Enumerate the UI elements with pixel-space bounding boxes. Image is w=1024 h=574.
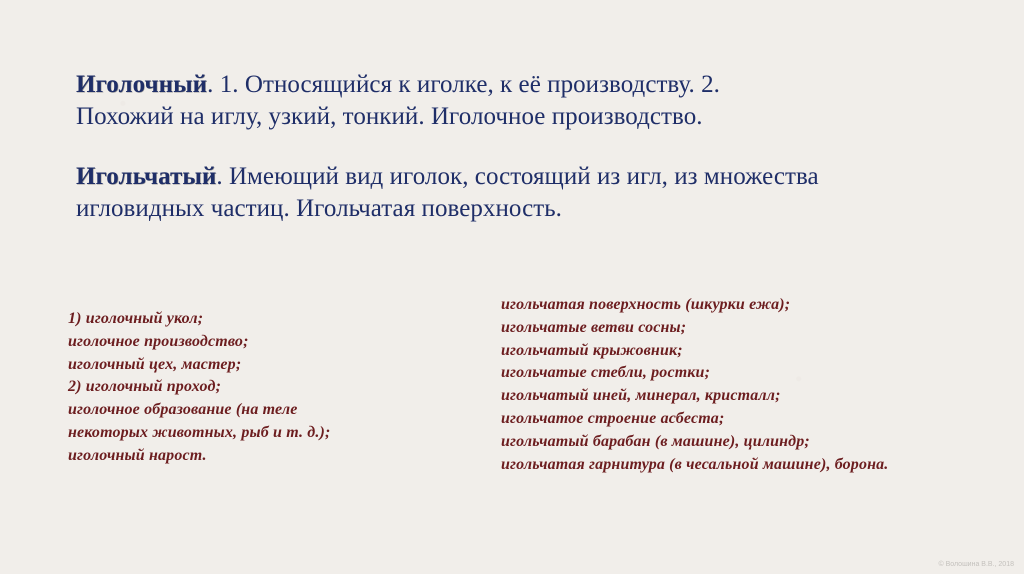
- definition-term: Иголочный: [76, 71, 208, 98]
- example-item: 1) иголочный укол;: [68, 310, 204, 327]
- definition-text-line: игловидных частиц. Игольчатая поверхность.: [76, 195, 562, 222]
- igolchaty-examples-list: [501, 294, 1001, 476]
- example-item: некоторых животных, рыб и т. д.);: [68, 423, 331, 441]
- igolochny-examples-list: [68, 308, 448, 468]
- definitions-section: [76, 69, 956, 225]
- copyright-footer: © Волошина В.В., 2018: [938, 561, 1014, 568]
- example-item: игольчатый крыжовник;: [501, 341, 683, 359]
- definition-igolchaty: [76, 161, 956, 225]
- example-item: иголочный цех, мастер;: [68, 355, 242, 373]
- example-item: игольчатые стебли, ростки;: [501, 364, 711, 382]
- example-item: иголочное производство;: [68, 332, 249, 350]
- example-item: 2) иголочный проход;: [68, 378, 222, 396]
- example-item: игольчатые ветви сосны;: [501, 318, 687, 336]
- definition-text-line: . 1. Относящийся к иголке, к её производству. 2.: [207, 71, 720, 98]
- definition-term: Игольчатый: [76, 163, 217, 190]
- definition-text-line: Похожий на иглу, узкий, тонкий. Иголочное производство.: [76, 103, 703, 130]
- definition-text-line: . Имеющий вид иголок, состоящий из игл, из множества: [216, 163, 819, 190]
- definition-igolochny: [76, 69, 956, 133]
- example-item: игольчатая поверхность (шкурки ежа);: [501, 296, 791, 313]
- example-item: игольчатый барабан (в машине), цилиндр;: [501, 432, 810, 450]
- example-item: игольчатая гарнитура (в чесальной машине), борона.: [501, 455, 889, 473]
- example-item: игольчатое строение асбеста;: [501, 409, 725, 427]
- example-item: иголочный нарост.: [68, 446, 207, 464]
- example-item: игольчатый иней, минерал, кристалл;: [501, 387, 781, 405]
- example-item: иголочное образование (на теле: [68, 401, 298, 419]
